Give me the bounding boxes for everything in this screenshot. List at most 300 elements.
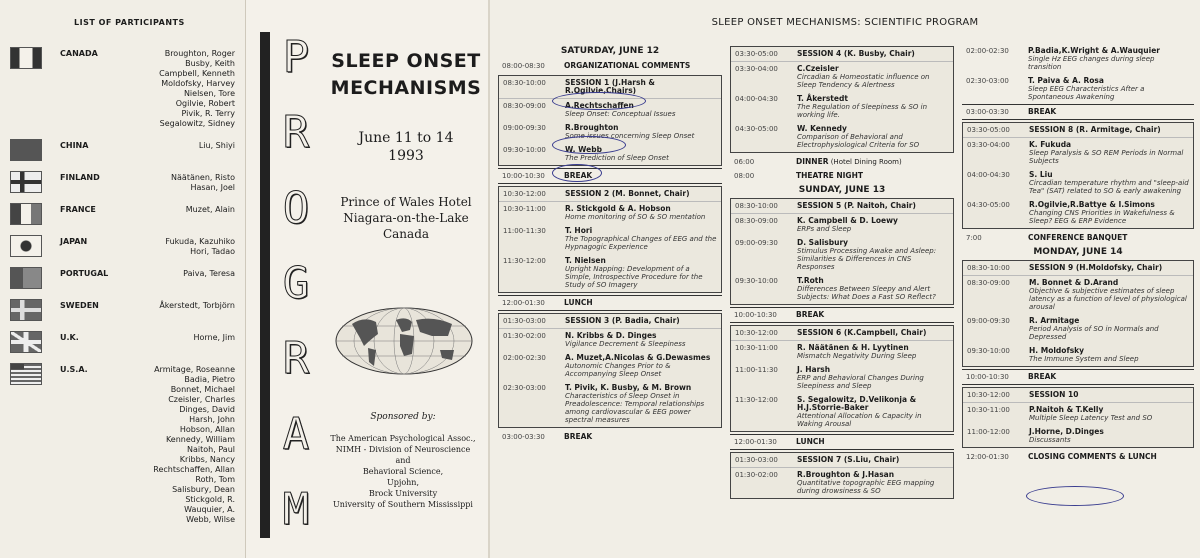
time-slot: 10:30-11:00 <box>503 205 546 213</box>
schedule-detail <box>796 172 950 180</box>
schedule-row <box>962 231 1194 245</box>
venue-line3: Canada <box>382 227 430 241</box>
item-title: R. Armitage <box>1029 316 1080 325</box>
schedule-detail <box>1029 141 1189 165</box>
time-slot: 08:30-09:00 <box>735 217 778 225</box>
item-title: SESSION 1 (J.Harsh & R.Ogilvie,Chairs) <box>565 78 655 95</box>
finland-flag-icon <box>10 171 42 193</box>
participant-names: Fukuda, Kazuhiko Hori, Tadao <box>165 237 235 256</box>
country-row <box>10 235 235 257</box>
ink-circle <box>552 136 626 154</box>
time-slot: 03:30-04:00 <box>735 65 778 73</box>
item-title: W. Kennedy <box>797 124 847 133</box>
item-title: BREAK <box>1028 372 1057 381</box>
schedule-row <box>963 403 1193 425</box>
time-slot: 10:30-11:00 <box>967 406 1010 414</box>
time-slot: 09:00-09:30 <box>967 317 1010 325</box>
sponsor-list <box>328 433 478 510</box>
country-row <box>10 139 235 161</box>
schedule-row <box>731 326 953 341</box>
item-title: N. Kribbs & D. Dinges <box>565 331 657 340</box>
time-slot: 11:00-11:30 <box>503 227 546 235</box>
time-slot: 03:30-05:00 <box>967 126 1010 134</box>
session-box <box>730 46 954 153</box>
break-row <box>498 168 722 184</box>
time-slot: 10:30-11:00 <box>735 344 778 352</box>
item-title: H. Moldofsky <box>1029 346 1085 355</box>
schedule-row <box>963 344 1193 366</box>
item-title: R.Broughton <box>565 123 619 132</box>
time-slot: 02:30-03:00 <box>503 384 546 392</box>
country-row <box>10 267 235 289</box>
sponsor-name: The American Psychological Assoc., <box>330 434 476 443</box>
schedule-row <box>499 224 721 254</box>
venue-line2: Niagara-on-the-Lake <box>343 211 469 225</box>
day-heading: SUNDAY, JUNE 13 <box>798 185 886 195</box>
item-title: W. Webb <box>565 145 602 154</box>
item-title: SESSION 6 (K.Campbell, Chair) <box>797 328 927 337</box>
talk-title: Mismatch Negativity During Sleep <box>797 352 917 360</box>
schedule-row <box>963 314 1193 344</box>
time-slot: 09:30-10:00 <box>967 347 1010 355</box>
time-slot: 08:30-09:00 <box>967 279 1010 287</box>
participant-names: Muzet, Alain <box>185 205 235 214</box>
item-title: M. Bonnet & D.Arand <box>1029 278 1119 287</box>
schedule-detail <box>1029 279 1189 311</box>
country-row <box>10 363 235 525</box>
talk-title: Circadian & Homeostatic influence on Sleep Tendency & Alertness <box>797 73 930 89</box>
country-row <box>10 203 235 225</box>
conference-title-line1: SLEEP ONSET <box>331 50 481 72</box>
time-slot: 10:30-12:00 <box>967 391 1010 399</box>
schedule-detail <box>797 202 949 210</box>
country-name: CANADA <box>60 49 98 58</box>
program-title: SLEEP ONSET MECHANISMS: SCIENTIFIC PROGRAM <box>711 17 979 28</box>
japan-flag-icon <box>10 235 42 257</box>
time-slot: 12:00-01:30 <box>966 453 1009 461</box>
schedule-detail <box>797 239 949 271</box>
schedule-row <box>731 393 953 431</box>
time-slot: 03:30-05:00 <box>735 50 778 58</box>
schedule-row <box>499 202 721 224</box>
time-slot: 08:30-10:00 <box>735 202 778 210</box>
schedule-detail <box>564 62 718 70</box>
schedule-row <box>963 138 1193 168</box>
schedule-row <box>731 122 953 152</box>
schedule-row <box>731 47 953 62</box>
schedule-row <box>499 254 721 292</box>
talk-title: The Immune System and Sleep <box>1029 355 1139 363</box>
schedule-detail <box>1029 264 1189 272</box>
item-title: C.Czeisler <box>797 64 839 73</box>
program-letter: R <box>282 333 310 385</box>
schedule-row <box>731 92 953 122</box>
schedule-detail <box>797 456 949 464</box>
schedule-detail <box>1029 391 1189 399</box>
talk-title: Attentional Allocation & Capacity in Waking Arousal <box>797 412 922 428</box>
schedule-detail <box>1028 77 1190 101</box>
time-slot: 10:00-10:30 <box>734 311 777 319</box>
talk-title: Quantitative topographic EEG mapping during drowsiness & SO <box>797 479 935 495</box>
item-title: LUNCH <box>796 437 825 446</box>
schedule-row <box>498 430 722 444</box>
usa-flag-icon <box>10 363 42 385</box>
time-slot: 01:30-03:00 <box>735 456 778 464</box>
program-letter: P <box>282 32 310 83</box>
talk-title: ERPs and Sleep <box>797 225 852 233</box>
country-list <box>10 47 235 525</box>
schedule-detail <box>1029 428 1189 444</box>
sponsor-block <box>328 412 478 510</box>
talk-title: Upright Napping: Development of a Simple, Introspective Procedure for the Study of SO Imagery <box>565 265 703 289</box>
schedule-row <box>962 450 1194 464</box>
break-row <box>962 369 1194 385</box>
talk-title: Comparison of Behavioral and Electrophysiological Criteria for SO <box>797 133 920 149</box>
talk-title: Circadian temperature rhythm and "sleep-aid Tea" (SAT) related to SO & early awakening <box>1029 179 1189 195</box>
program-column-2 <box>730 44 954 501</box>
participants-heading: LIST OF PARTICIPANTS <box>74 18 185 27</box>
item-title: A.Rechtschaffen <box>565 101 634 110</box>
portugal-flag-icon <box>10 267 42 289</box>
time-slot: 04:00-04:30 <box>735 95 778 103</box>
talk-title: Period Analysis of SO in Normals and Depressed <box>1029 325 1159 341</box>
item-title: SESSION 2 (M. Bonnet, Chair) <box>565 189 690 198</box>
time-slot: 02:30-03:00 <box>966 77 1009 85</box>
talk-title: Multiple Sleep Latency Test and SO <box>1029 414 1153 422</box>
time-slot: 10:00-10:30 <box>966 373 1009 381</box>
schedule-row <box>963 123 1193 138</box>
time-slot: 11:30-12:00 <box>735 396 778 404</box>
cover-panel <box>246 0 488 558</box>
item-title: BREAK <box>564 171 593 180</box>
schedule-row <box>499 381 721 427</box>
country-name: PORTUGAL <box>60 269 109 278</box>
country-name: SWEDEN <box>60 301 99 310</box>
item-title: T. Paiva & A. Rosa <box>1028 76 1104 85</box>
time-slot: 11:30-12:00 <box>503 257 546 265</box>
item-title: ORGANIZATIONAL COMMENTS <box>564 61 691 70</box>
time-slot: 04:00-04:30 <box>967 171 1010 179</box>
time-slot: 09:30-10:00 <box>735 277 778 285</box>
canada-flag-icon <box>10 47 42 69</box>
item-title: K. Fukuda <box>1029 140 1072 149</box>
ink-circle <box>552 92 646 110</box>
schedule-detail <box>565 332 717 348</box>
schedule-detail <box>797 329 949 337</box>
schedule-row <box>731 62 953 92</box>
country-name: U.K. <box>60 333 79 342</box>
item-title: CONFERENCE BANQUET <box>1028 233 1128 242</box>
country-name: FRANCE <box>60 205 96 214</box>
time-slot: 12:00-01:30 <box>502 299 545 307</box>
schedule-detail <box>1029 171 1189 195</box>
time-slot: 10:30-12:00 <box>735 329 778 337</box>
program-letter: A <box>282 408 310 460</box>
item-title: S. Liu <box>1029 170 1053 179</box>
schedule-row <box>962 74 1194 104</box>
france-flag-icon <box>10 203 42 225</box>
participants-panel <box>0 0 246 558</box>
time-slot: 03:30-04:00 <box>967 141 1010 149</box>
sponsor-name: Upjohn, <box>386 478 419 487</box>
schedule-row <box>731 214 953 236</box>
participant-names: Broughton, Roger Busby, Keith Campbell, Kenneth Moldofsky, Harvey Nielsen, Tore Ogilvie, Robert Pivik, R. Terry Segalowitz, Sidney <box>159 49 235 128</box>
item-title: BREAK <box>796 310 825 319</box>
talk-title: The Topographical Changes of EEG and the Hypnagogic Experience <box>565 235 717 251</box>
schedule-detail <box>564 433 718 441</box>
schedule-detail <box>1029 126 1189 134</box>
uk-flag-icon <box>10 331 42 353</box>
talk-title: Sleep Paralysis & SO REM Periods in Normal Subjects <box>1029 149 1184 165</box>
item-title: A. Muzet,A.Nicolas & G.Dewasmes <box>565 353 711 362</box>
participant-names: Liu, Shiyi <box>198 141 235 150</box>
venue-line1: Prince of Wales Hotel <box>340 195 472 209</box>
talk-title: Home monitoring of SO & SO mentation <box>565 213 706 221</box>
schedule-detail <box>565 317 717 325</box>
schedule-detail <box>1028 453 1190 461</box>
item-title: SESSION 4 (K. Busby, Chair) <box>797 49 915 58</box>
schedule-row <box>730 169 954 183</box>
program-letter: M <box>282 483 310 535</box>
schedule-row <box>731 453 953 468</box>
item-title: T.Roth <box>797 276 824 285</box>
program-bar <box>260 32 270 538</box>
schedule-row <box>499 351 721 381</box>
schedule-detail <box>565 205 717 221</box>
time-slot: 08:00 <box>734 172 755 180</box>
schedule-row <box>731 468 953 498</box>
talk-title: ERP and Behavioral Changes During Sleepiness and Sleep <box>797 374 924 390</box>
time-slot: 7:00 <box>966 234 982 242</box>
item-title: T. Nielsen <box>565 256 606 265</box>
time-slot: 12:00-01:30 <box>734 438 777 446</box>
schedule-row <box>963 261 1193 276</box>
time-slot: 08:00-08:30 <box>502 62 545 70</box>
schedule-detail <box>1029 201 1189 225</box>
schedule-row <box>731 236 953 274</box>
schedule-detail <box>1028 108 1190 116</box>
item-title: R. Stickgold & A. Hobson <box>565 204 671 213</box>
china-flag-icon <box>10 139 42 161</box>
schedule-detail <box>797 366 949 390</box>
time-slot: 04:30-05:00 <box>967 201 1010 209</box>
participant-names: Åkerstedt, Torbjörn <box>159 301 235 310</box>
schedule-detail <box>1029 347 1189 363</box>
schedule-detail <box>565 227 717 251</box>
time-slot: 08:30-10:00 <box>967 264 1010 272</box>
participant-names: Horne, Jim <box>193 333 235 342</box>
time-slot: 01:30-02:00 <box>735 471 778 479</box>
schedule-detail <box>565 190 717 198</box>
time-slot: 06:00 <box>734 158 755 166</box>
country-row <box>10 299 235 321</box>
break-row <box>498 295 722 311</box>
time-slot: 02:00-02:30 <box>966 47 1009 55</box>
schedule-row <box>963 388 1193 403</box>
item-title: J.Horne, D.Dinges <box>1029 427 1104 436</box>
schedule-detail <box>797 396 949 428</box>
session-box <box>730 198 954 305</box>
program-column-3 <box>962 44 1194 464</box>
schedule-row <box>963 168 1193 198</box>
country-name: CHINA <box>60 141 89 150</box>
time-slot: 03:00-03:30 <box>966 108 1009 116</box>
talk-title: Stimulus Processing Awake and Asleep: Similarities & Differences in CNS Responses <box>797 247 937 271</box>
time-slot: 09:00-09:30 <box>735 239 778 247</box>
time-slot: 11:00-11:30 <box>735 366 778 374</box>
program-letter: O <box>282 182 310 234</box>
time-slot: 10:30-12:00 <box>503 190 546 198</box>
item-title: BREAK <box>1028 107 1057 116</box>
item-title: SESSION 10 <box>1029 390 1079 399</box>
schedule-row <box>731 274 953 304</box>
country-name: FINLAND <box>60 173 100 182</box>
country-row <box>10 171 235 193</box>
program-panel <box>490 0 1200 558</box>
ink-circle <box>1026 486 1124 506</box>
talk-title: Sleep Onset: Conceptual Issues <box>565 110 676 118</box>
item-title: K. Campbell & D. Loewy <box>797 216 898 225</box>
time-slot: 03:00-03:30 <box>502 433 545 441</box>
schedule-detail <box>797 65 949 89</box>
item-note: (Hotel Dining Room) <box>830 158 902 166</box>
item-title: T. Pivik, K. Busby, & M. Brown <box>565 383 692 392</box>
break-row <box>962 104 1194 120</box>
schedule-row <box>963 276 1193 314</box>
participant-names: Näätänen, Risto Hasan, Joel <box>171 173 235 192</box>
schedule-detail <box>797 344 949 360</box>
conference-dates: June 11 to 14 <box>358 130 454 146</box>
schedule-detail <box>565 257 717 289</box>
session-box <box>962 387 1194 448</box>
talk-title: Some issues concerning Sleep Onset <box>565 132 695 140</box>
sponsored-by-label: Sponsored by: <box>370 412 436 422</box>
time-slot: 04:30-05:00 <box>735 125 778 133</box>
schedule-row <box>963 425 1193 447</box>
item-title: R.Ogilvie,R.Battye & I.Simons <box>1029 200 1155 209</box>
schedule-detail <box>797 277 949 301</box>
world-map-icon <box>334 306 474 376</box>
talk-title: Autonomic Changes Prior to & Accompanying Sleep Onset <box>565 362 671 378</box>
session-box <box>730 325 954 432</box>
talk-title: Single Hz EEG changes during sleep transition <box>1028 55 1155 71</box>
sponsor-name: University of Southern Mississippi <box>333 500 473 509</box>
schedule-row <box>731 363 953 393</box>
session-box <box>730 452 954 499</box>
schedule-row <box>730 155 954 169</box>
break-row <box>730 307 954 323</box>
schedule-detail <box>565 354 717 378</box>
talk-title: Changing CNS Priorities in Wakefulness & Sleep? EEG & ERP Evidence <box>1029 209 1175 225</box>
item-title: SESSION 7 (S.Liu, Chair) <box>797 455 900 464</box>
item-title: S. Segalowitz, D.Velikonja & H.J.Storrie-Baker <box>797 395 917 412</box>
item-title: R.Broughton & J.Hasan <box>797 470 895 479</box>
talk-title: Characteristics of Sleep Onset in Preadolescence: Temporal relationships among cardiovascular & EEG power spectral measures <box>565 392 705 424</box>
session-box <box>498 186 722 293</box>
item-title: DINNER <box>796 157 829 166</box>
item-title: J. Harsh <box>797 365 831 374</box>
break-row <box>730 434 954 450</box>
schedule-detail <box>796 158 950 166</box>
schedule-detail <box>1029 317 1189 341</box>
program-vertical-word <box>274 28 318 540</box>
session-box <box>498 313 722 428</box>
schedule-detail <box>564 299 718 307</box>
schedule-detail <box>797 95 949 119</box>
schedule-detail <box>565 384 717 424</box>
program-letter: R <box>282 107 310 159</box>
talk-title: The Prediction of Sleep Onset <box>565 154 669 162</box>
item-title: SESSION 3 (P. Badia, Chair) <box>565 316 680 325</box>
schedule-detail <box>797 125 949 149</box>
time-slot: 01:30-02:00 <box>503 332 546 340</box>
schedule-detail <box>797 217 949 233</box>
participant-names: Armitage, Roseanne Badia, Pietro Bonnet, Michael Czeisler, Charles Dinges, David Harsh, John Hobson, Allan Kennedy, William Naitoh, Paul Kribbs, Nancy Rechtschaffen, Allan Roth, Tom Salisbury, Dean Stickgold, R. Wauquier, A. Webb, Wilse <box>153 365 235 524</box>
day-heading: SATURDAY, JUNE 12 <box>560 46 660 56</box>
session-box <box>962 260 1194 367</box>
schedule-row <box>731 199 953 214</box>
item-title: R. Näätänen & H. Lyytinen <box>797 343 909 352</box>
talk-title: Discussants <box>1029 436 1071 444</box>
sponsor-name: NIMH - Division of Neuroscience and <box>335 445 471 465</box>
country-row <box>10 47 235 129</box>
schedule-row <box>498 59 722 73</box>
item-title: T. Hori <box>565 226 593 235</box>
schedule-detail <box>797 471 949 495</box>
session-box <box>962 122 1194 229</box>
schedule-detail <box>1028 234 1190 242</box>
time-slot: 11:00-12:00 <box>967 428 1010 436</box>
country-name: U.S.A. <box>60 365 88 374</box>
item-title: D. Salisbury <box>797 238 849 247</box>
time-slot: 08:30-10:00 <box>503 79 546 87</box>
item-title: CLOSING COMMENTS & LUNCH <box>1028 452 1157 461</box>
conference-year: 1993 <box>388 148 424 164</box>
item-title: SESSION 5 (P. Naitoh, Chair) <box>797 201 916 210</box>
talk-title: Vigilance Decrement & Sleepiness <box>565 340 686 348</box>
schedule-row <box>499 314 721 329</box>
sponsor-name: Behavioral Science, <box>362 467 444 476</box>
talk-title: Objective & subjective estimates of sleep latency as a function of level of physiological arousal <box>1029 287 1187 311</box>
sponsor-name: Brock University <box>368 489 438 498</box>
program-letter: G <box>282 257 310 309</box>
schedule-row <box>962 44 1194 74</box>
schedule-row <box>963 198 1193 228</box>
ink-circle <box>552 164 602 182</box>
day-heading: MONDAY, JUNE 14 <box>1033 247 1123 257</box>
item-title: P.Naitoh & T.Kelly <box>1029 405 1104 414</box>
time-slot: 02:00-02:30 <box>503 354 546 362</box>
time-slot: 01:30-03:00 <box>503 317 546 325</box>
participant-names: Paiva, Teresa <box>183 269 235 278</box>
conference-title-line2: MECHANISMS <box>330 77 482 99</box>
country-name: JAPAN <box>60 237 88 246</box>
sweden-flag-icon <box>10 299 42 321</box>
item-title: P.Badia,K.Wright & A.Wauquier <box>1028 46 1160 55</box>
item-title: T. Åkerstedt <box>797 94 848 103</box>
talk-title: The Regulation of Sleepiness & SO in working life. <box>797 103 928 119</box>
schedule-row <box>499 329 721 351</box>
item-title: BREAK <box>564 432 593 441</box>
item-title: SESSION 8 (R. Armitage, Chair) <box>1029 125 1161 134</box>
country-row <box>10 331 235 353</box>
schedule-detail <box>1028 373 1190 381</box>
schedule-detail <box>796 311 950 319</box>
schedule-detail <box>1028 47 1190 71</box>
item-title: LUNCH <box>564 298 593 307</box>
item-title: SESSION 9 (H.Moldofsky, Chair) <box>1029 263 1163 272</box>
cover-title-block <box>326 48 486 242</box>
